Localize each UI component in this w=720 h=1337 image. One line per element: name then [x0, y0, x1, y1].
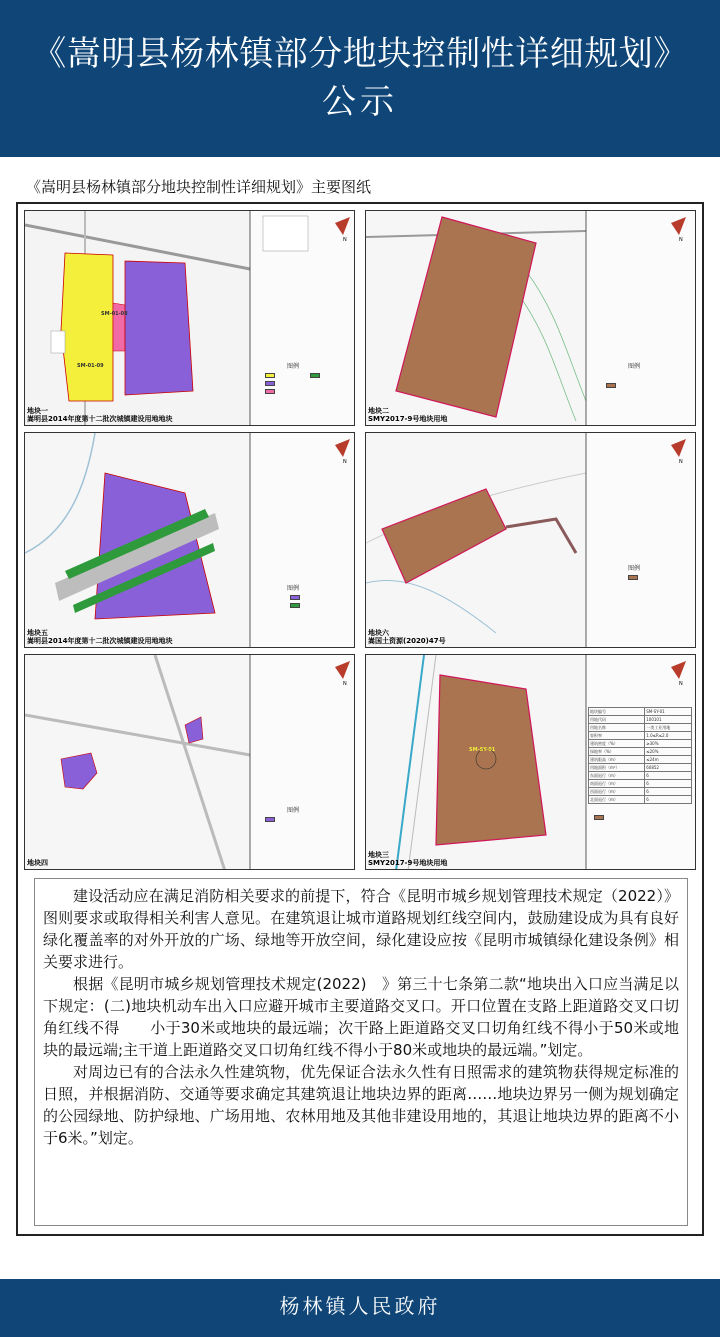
legend-swatch-purple	[265, 381, 275, 386]
legend-title: 图例	[628, 363, 641, 370]
table-row	[589, 732, 692, 740]
table-cell-value: 6	[645, 788, 692, 796]
table-cell-key: 建筑限高（m）	[589, 756, 645, 764]
table-row	[589, 740, 692, 748]
page-title-sub: 公示	[322, 82, 398, 122]
table-cell-key: 用地代码	[589, 716, 645, 724]
svg-text:N: N	[679, 681, 683, 687]
table-cell-value: ≤24m	[645, 756, 692, 764]
table-row	[589, 748, 692, 756]
header-banner	[0, 0, 720, 157]
table-row	[589, 716, 692, 724]
legend-title: 图例	[628, 565, 641, 572]
paragraph-3: 对周边已有的合法永久性建筑物，优先保证合法永久性有日照需求的建筑物获得规定标准的日照，并根据消防、交通等要求确定其建筑退让地块边界的距离……地块边界另一侧为规划确定的公园绿地、防护绿地、广场用地、农林用地及其他非建设用地的，其退让地块边界的距离不小于6米。”划定。	[43, 1063, 679, 1147]
legend-swatch-brown	[594, 815, 604, 820]
svg-text:N: N	[343, 681, 347, 687]
svg-text:N: N	[343, 459, 347, 465]
table-cell-key: 南面退行（m）	[589, 780, 645, 788]
legend-swatch-green	[310, 373, 320, 378]
table-row	[589, 756, 692, 764]
legend-swatch-green	[290, 603, 300, 608]
map-caption-1: 地块一 嵩明县2014年度第十二批次城镇建设用地地块	[27, 407, 173, 423]
map-caption-2: 地块二 SMY2017-9号地块用地	[368, 407, 448, 423]
map-panel-3[interactable]	[24, 432, 355, 648]
map-caption-5: 地块四	[27, 859, 48, 867]
map-drawing-4	[366, 433, 696, 648]
paragraph-2: 根据《昆明市城乡规划管理技术规定(2022) 》第三十七条第二款“地块出入口应当满足以下规定：(二)地块机动车出入口应避开城市主要道路交叉口。开口位置在支路上距道路交叉口切角红线不得 小于30米或地块的最远端；次干路上距道路交叉口切角红线不得小于50米或地块的最远端;主干道上距道路交叉口切角红线不得小于80米或地块的最远端。”划定。	[43, 975, 679, 1059]
table-cell-key: 地块编号	[589, 708, 645, 716]
map-caption-3: 地块五 嵩明县2014年度第十二批次城镇建设用地地块	[27, 629, 173, 645]
table-cell-value: 6	[645, 796, 692, 804]
svg-text:N: N	[679, 237, 683, 243]
table-cell-value: ≤20%	[645, 748, 692, 756]
table-cell-value: 1.0≤R≤2.0	[645, 732, 692, 740]
table-row	[589, 708, 692, 716]
map-caption-6: 地块三 SMY2017-9号地块用地	[368, 851, 448, 867]
table-row	[589, 780, 692, 788]
table-cell-value: 60852	[645, 764, 692, 772]
table-cell-key: 用地名称	[589, 724, 645, 732]
map-drawing-3	[25, 433, 355, 648]
table-cell-key: 绿地率（%）	[589, 748, 645, 756]
svg-text:N: N	[343, 237, 347, 243]
table-cell-key: 用地面积（m²）	[589, 764, 645, 772]
legend-swatch-pink	[265, 389, 275, 394]
notice-frame	[16, 202, 704, 1236]
table-cell-value: 6	[645, 772, 692, 780]
legend-swatch-purple	[290, 595, 300, 600]
table-cell-key: 容积率	[589, 732, 645, 740]
table-cell-key: 东面退行（m）	[589, 772, 645, 780]
legend-title: 图例	[287, 807, 300, 814]
footer-authority: 杨林镇人民政府	[0, 1279, 720, 1337]
map-caption-4: 地块六 嵩国土资源(2020)47号	[368, 629, 446, 645]
parcel-label: SM-SY-01	[469, 747, 496, 753]
map-panel-1[interactable]	[24, 210, 355, 426]
table-row	[589, 772, 692, 780]
map-panel-2[interactable]	[365, 210, 696, 426]
legend-swatch-yellow	[265, 373, 275, 378]
notice-text	[34, 878, 688, 1226]
legend-swatch-brown	[628, 575, 638, 580]
parcel-label-b: SM-01-09	[77, 363, 104, 369]
table-cell-key: 北面退行（m）	[589, 796, 645, 804]
map-drawing-2	[366, 211, 696, 426]
paragraph-1: 建设活动应在满足消防相关要求的前提下，符合《昆明市城乡规划管理技术规定（2022）》图则要求或取得相关利害人意见。在建筑退让城市道路规划红线空间内，鼓励建设成为具有良好绿化覆盖率的对外开放的广场、绿地等开放空间，绿化建设应按《昆明市城镇绿化建设条例》相关要求进行。	[43, 887, 679, 971]
table-cell-value: ≥30%	[645, 740, 692, 748]
parcel-label-a: SM-01-08	[101, 311, 128, 317]
table-row	[589, 796, 692, 804]
page-title: 《嵩明县杨林镇部分地块控制性详细规划》	[32, 34, 688, 74]
legend-swatch-brown	[606, 383, 616, 388]
map-panel-6[interactable]	[365, 654, 696, 870]
parcel-control-table	[588, 707, 692, 804]
table-cell-value: 一类工业用地	[645, 724, 692, 732]
table-cell-value: SM-SY-01	[645, 708, 692, 716]
table-cell-value: 6	[645, 780, 692, 788]
legend-swatch-purple	[265, 817, 275, 822]
table-row	[589, 788, 692, 796]
map-drawing-1	[25, 211, 355, 426]
table-cell-key: 建筑密度（%）	[589, 740, 645, 748]
table-cell-key: 西面退行（m）	[589, 788, 645, 796]
maps-grid	[22, 208, 698, 876]
table-cell-value: 100101	[645, 716, 692, 724]
table-row	[589, 724, 692, 732]
map-panel-5[interactable]	[24, 654, 355, 870]
legend-title: 图例	[287, 585, 300, 592]
svg-text:N: N	[679, 459, 683, 465]
table-row	[589, 764, 692, 772]
drawings-subtitle: 《嵩明县杨林镇部分地块控制性详细规划》主要图纸	[26, 178, 372, 196]
map-panel-4[interactable]	[365, 432, 696, 648]
legend-title: 图例	[287, 363, 300, 370]
map-drawing-5	[25, 655, 355, 870]
